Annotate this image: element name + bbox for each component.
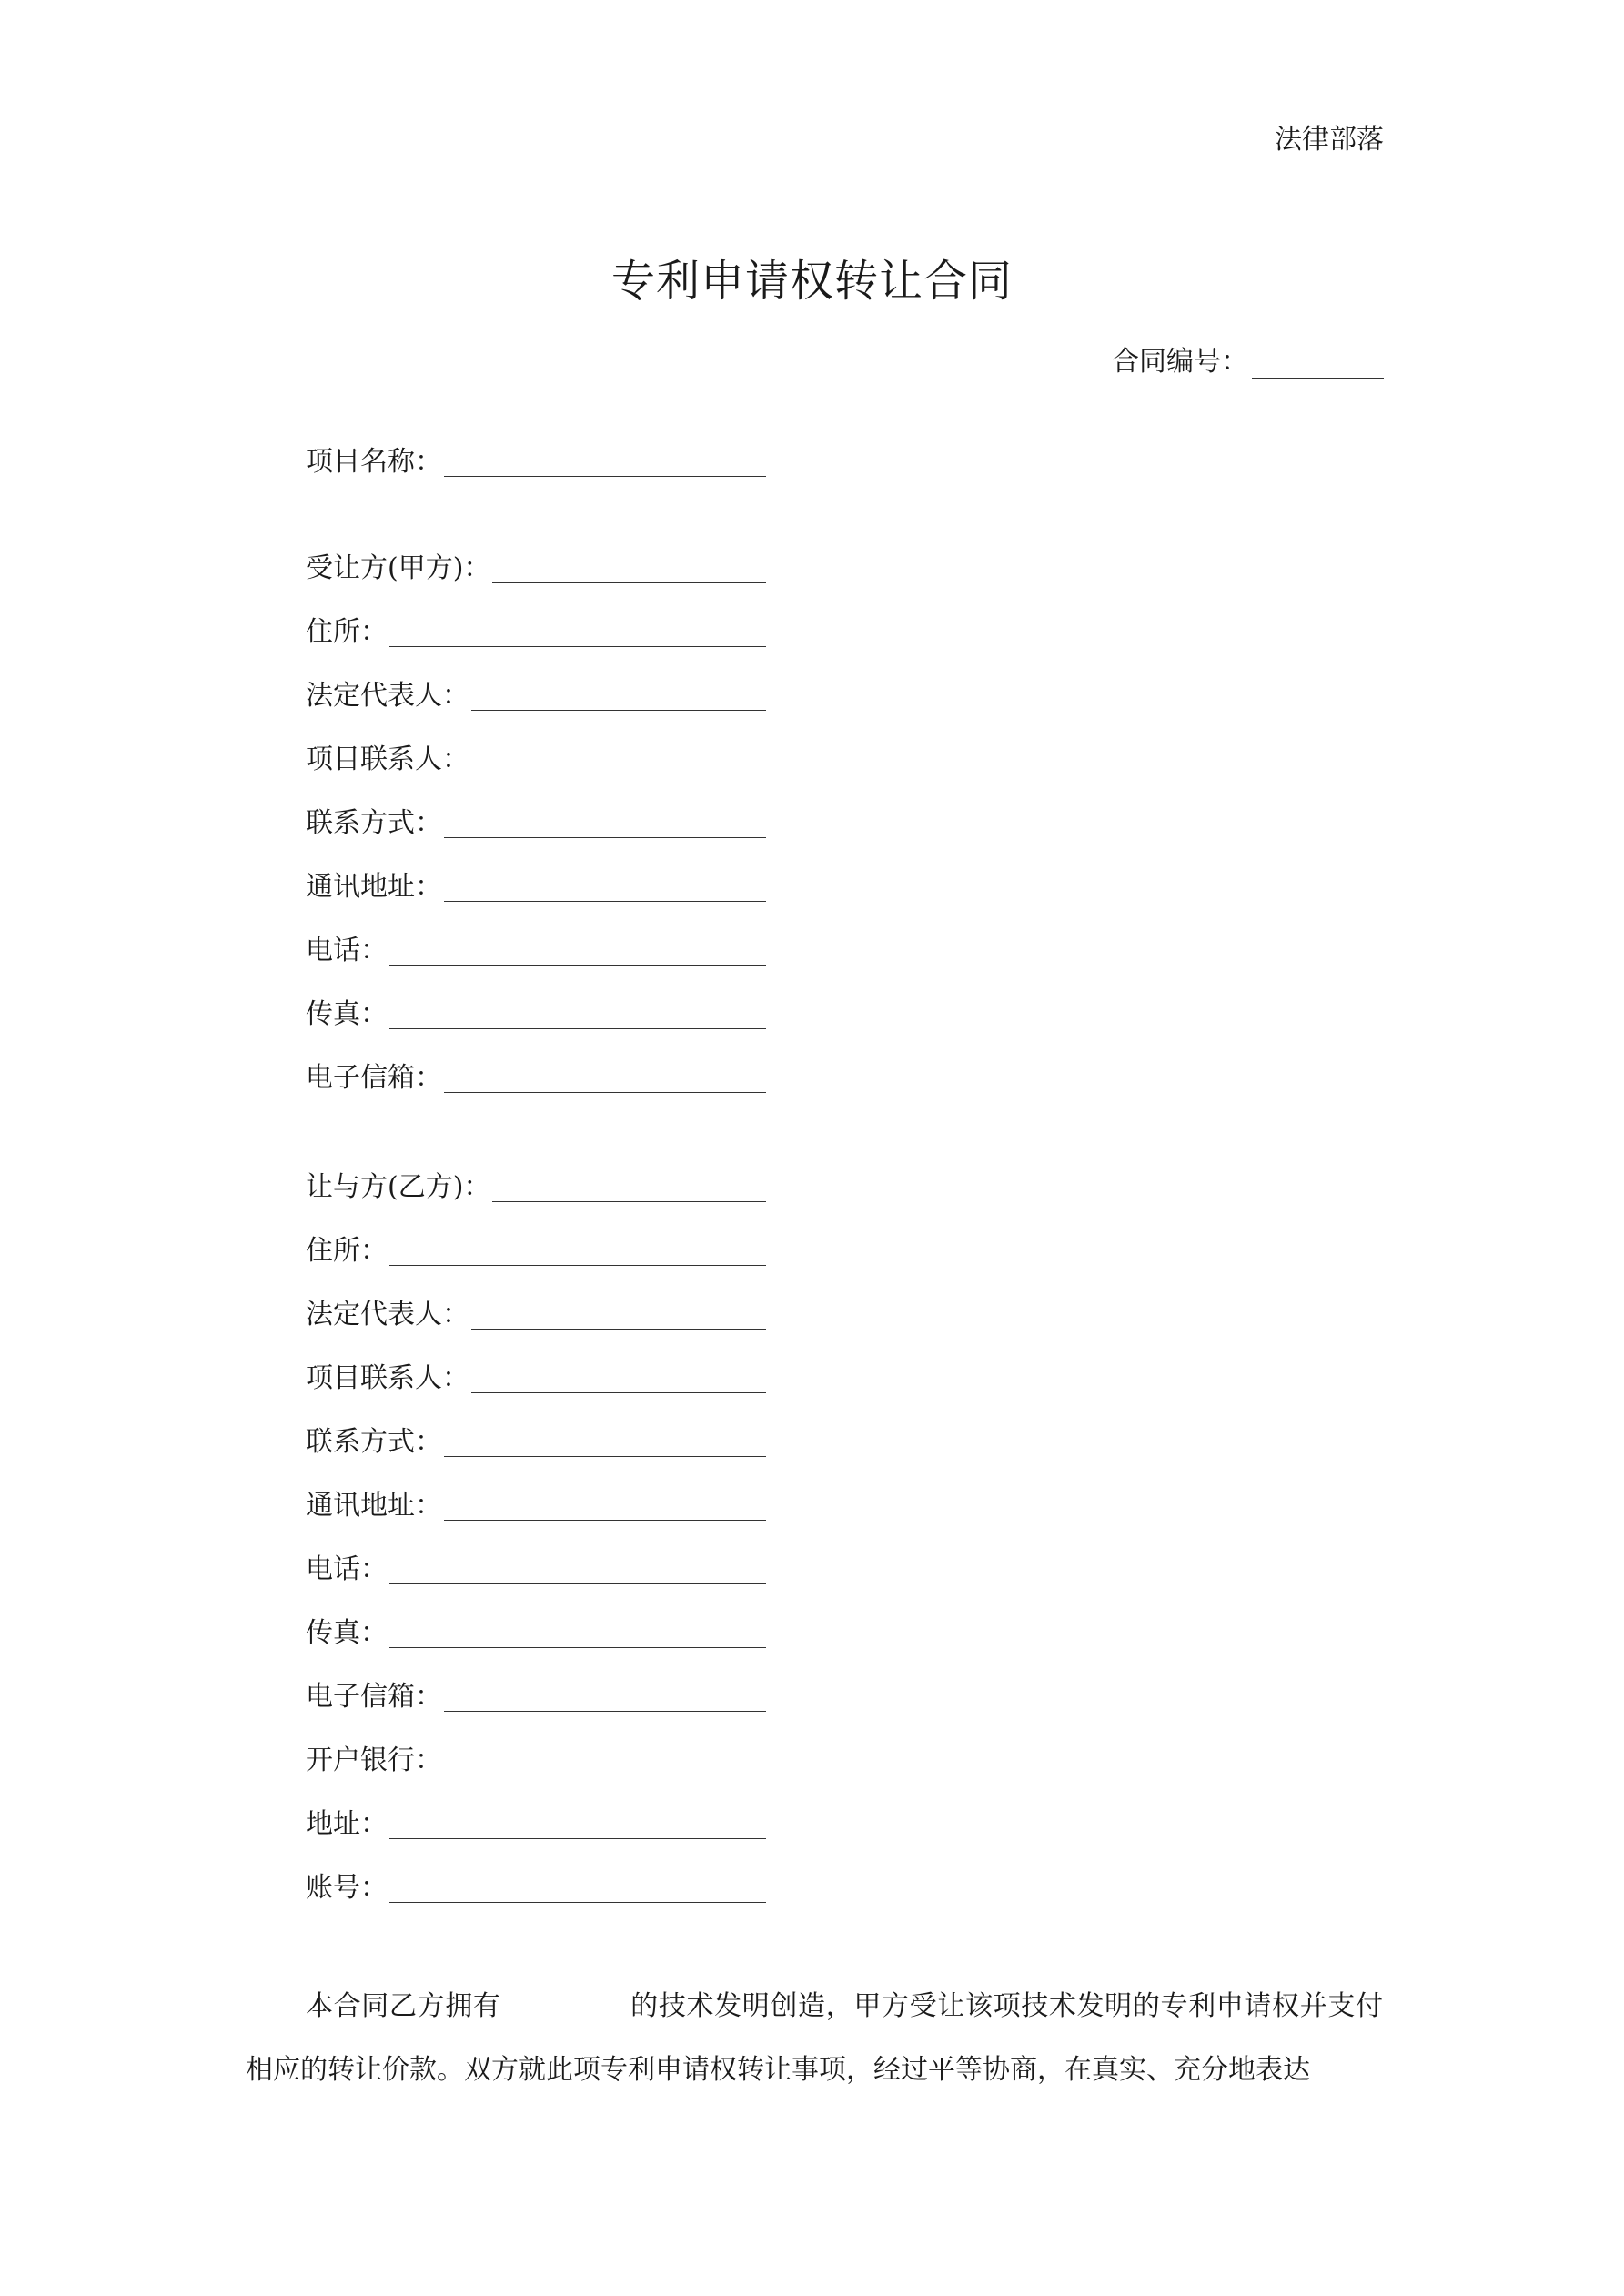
party-a-field bbox=[306, 614, 766, 651]
party-a-field-label: 项目联系人： bbox=[306, 743, 469, 775]
party-b-field-label: 联系方式： bbox=[306, 1426, 442, 1458]
party-b-field-label: 住所： bbox=[306, 1235, 388, 1267]
party-b-field-label: 传真： bbox=[306, 1617, 388, 1649]
party-b-field-blank bbox=[471, 1328, 766, 1330]
party-b-field bbox=[306, 1552, 766, 1588]
party-b-field-label: 电子信箱： bbox=[306, 1681, 442, 1713]
party-b-field-label: 电话： bbox=[306, 1553, 388, 1585]
invention-name-blank bbox=[503, 2017, 629, 2018]
party-a-field-blank bbox=[389, 645, 766, 647]
party-b-field bbox=[306, 1424, 766, 1461]
contract-number-field bbox=[1112, 339, 1384, 379]
party-a-field-blank bbox=[444, 1091, 766, 1093]
party-a-field-label: 电子信箱： bbox=[306, 1062, 442, 1094]
party-b-field-blank bbox=[389, 1837, 766, 1839]
party-a-field-blank bbox=[444, 836, 766, 838]
party-a-field-blank bbox=[444, 900, 766, 902]
party-a-field bbox=[306, 996, 766, 1033]
party-b-field-blank bbox=[389, 1583, 766, 1584]
party-a-field bbox=[306, 869, 766, 905]
party-b-field-label: 账号： bbox=[306, 1872, 388, 1904]
party-b-field bbox=[306, 1360, 766, 1397]
party-b-field-blank bbox=[444, 1519, 766, 1521]
party-b-field-blank bbox=[444, 1710, 766, 1712]
party-a-field bbox=[306, 678, 766, 714]
party-a-field-label: 联系方式： bbox=[306, 807, 442, 839]
intro-paragraph-rest: 的技术发明创造，甲方受让该项技术发明的专利申请权并支付相应的转让价款。双方就此项专利申请权转让事项，经过平等协商，在真实、充分地表达 bbox=[246, 1990, 1384, 2086]
document-title: 专利申请权转让合同 bbox=[610, 256, 1013, 307]
header-brand: 法律部落 bbox=[1275, 124, 1384, 156]
contract-number-label: 合同编号： bbox=[1112, 346, 1248, 378]
project-name-label: 项目名称： bbox=[306, 446, 442, 478]
party-b-field bbox=[306, 1743, 766, 1779]
party-a-field-label: 住所： bbox=[306, 616, 388, 648]
party-b-name-blank bbox=[492, 1200, 766, 1202]
party-b-field bbox=[306, 1297, 766, 1333]
party-a-field bbox=[306, 933, 766, 969]
party-b-field-blank bbox=[444, 1774, 766, 1775]
intro-paragraph-start: 本合同乙方拥有 bbox=[306, 1990, 501, 2022]
party-b-field-label: 地址： bbox=[306, 1808, 388, 1840]
party-b-field-blank bbox=[389, 1646, 766, 1648]
party-b-field bbox=[306, 1806, 766, 1843]
party-a-field bbox=[306, 1060, 766, 1097]
party-a-name-blank bbox=[492, 582, 766, 583]
project-name-field bbox=[306, 444, 766, 480]
party-a-field-blank bbox=[471, 709, 766, 711]
party-b-field-blank bbox=[471, 1391, 766, 1393]
intro-paragraph bbox=[246, 1975, 1383, 2102]
contract-number-blank bbox=[1252, 350, 1384, 379]
party-b-field-label: 法定代表人： bbox=[306, 1299, 469, 1330]
party-b-field bbox=[306, 1488, 766, 1524]
party-b-field-blank bbox=[389, 1901, 766, 1903]
project-name-blank bbox=[444, 475, 766, 477]
party-a-field bbox=[306, 742, 766, 778]
party-a-heading-field bbox=[306, 551, 766, 587]
party-a-field-blank bbox=[471, 773, 766, 774]
party-b-field bbox=[306, 1870, 766, 1907]
party-a-field-label: 电话： bbox=[306, 935, 388, 966]
party-a-field-label: 传真： bbox=[306, 998, 388, 1030]
party-b-heading-field bbox=[306, 1169, 766, 1206]
party-a-field-label: 通讯地址： bbox=[306, 871, 442, 903]
party-a-field-blank bbox=[389, 964, 766, 966]
party-a-field-blank bbox=[389, 1027, 766, 1029]
party-b-field-blank bbox=[389, 1264, 766, 1266]
party-b-field-label: 通讯地址： bbox=[306, 1490, 442, 1522]
party-a-field bbox=[306, 805, 766, 842]
party-b-field bbox=[306, 1615, 766, 1652]
party-b-field-label: 开户银行： bbox=[306, 1745, 442, 1776]
party-b-field-blank bbox=[444, 1455, 766, 1457]
party-a-field-label: 法定代表人： bbox=[306, 680, 469, 712]
party-b-heading: 让与方(乙方)： bbox=[306, 1171, 491, 1203]
party-b-field-label: 项目联系人： bbox=[306, 1362, 469, 1394]
party-a-heading: 受让方(甲方)： bbox=[306, 552, 491, 584]
party-b-field bbox=[306, 1679, 766, 1715]
party-b-field bbox=[306, 1233, 766, 1269]
